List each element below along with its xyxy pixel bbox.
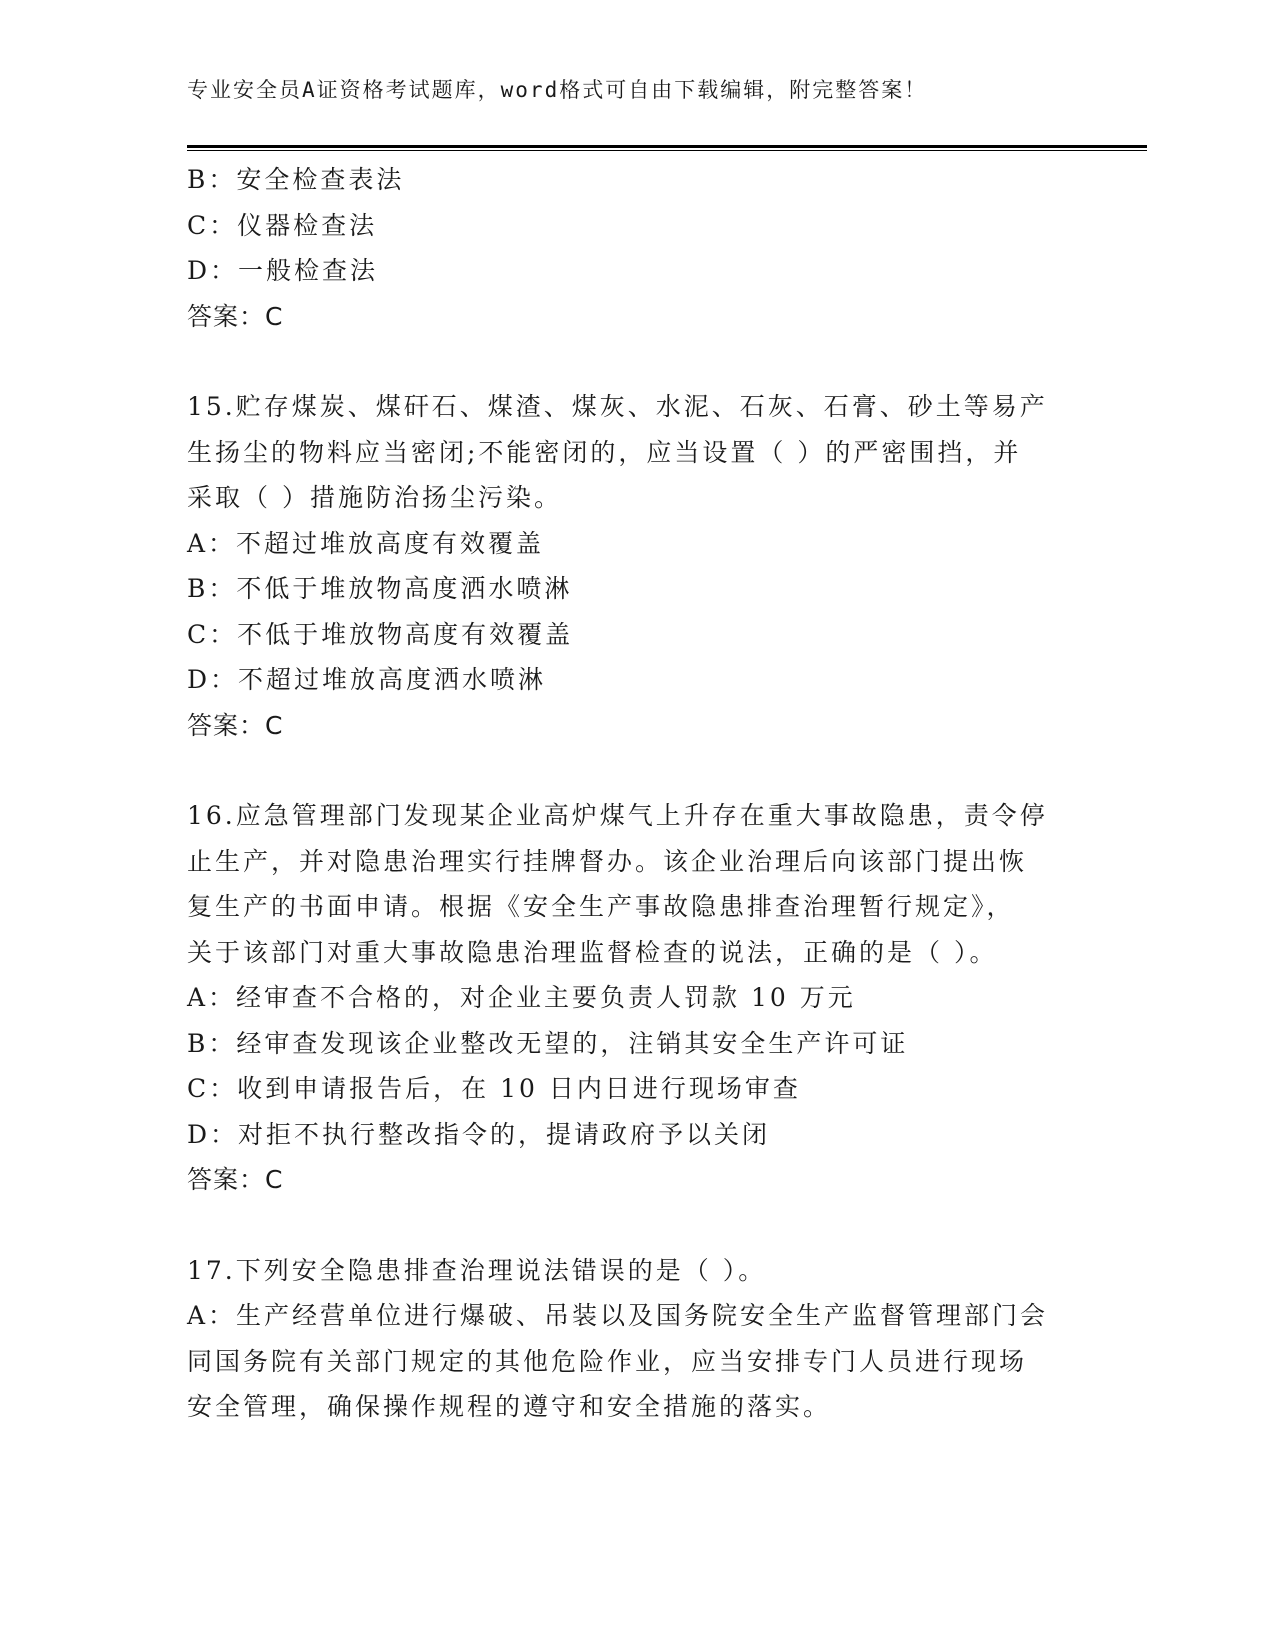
answer-option: C：不低于堆放物高度有效覆盖	[187, 619, 574, 649]
question-stem-line: 16.应急管理部门发现某企业高炉煤气上升存在重大事故隐患，责令停	[187, 801, 1048, 830]
question-stem-line: 15.贮存煤炭、煤矸石、煤渣、煤灰、水泥、石灰、石膏、砂土等易产	[187, 392, 1048, 421]
answer-option: A：经审查不合格的，对企业主要负责人罚款 10 万元	[187, 983, 856, 1012]
question-stem-line: 止生产，并对隐患治理实行挂牌督办。该企业治理后向该部门提出恢	[187, 846, 1028, 876]
answer-option: B：不低于堆放物高度洒水喷淋	[187, 574, 573, 603]
answer-option: A：生产经营单位进行爆破、吊装以及国务院安全生产监督管理部门会	[187, 1301, 1049, 1330]
answer-option: C：收到申请报告后，在 10 日内日进行现场审查	[187, 1074, 801, 1103]
header-rule-thin	[187, 150, 1147, 151]
question-block-q15	[187, 384, 1087, 748]
question-block-q16	[187, 793, 1087, 1203]
answer-key: 答案：C	[187, 710, 284, 740]
answer-option: A：不超过堆放高度有效覆盖	[187, 528, 545, 558]
question-stem-line: 关于该部门对重大事故隐患治理监督检查的说法，正确的是（ ）。	[187, 937, 998, 967]
question-stem-line: 生扬尘的物料应当密闭;不能密闭的，应当设置（ ）的严密围挡，并	[187, 437, 1022, 467]
answer-option: 同国务院有关部门规定的其他危险作业，应当安排专门人员进行现场	[187, 1346, 1028, 1376]
question-stem-line: 复生产的书面申请。根据《安全生产事故隐患排查治理暂行规定》，	[187, 892, 1015, 921]
answer-key: 答案：C	[187, 1165, 284, 1194]
header-rule-thick	[187, 145, 1147, 148]
question-content	[187, 157, 1087, 1430]
answer-option: B：安全检查表法	[187, 165, 405, 194]
answer-option: B：经审查发现该企业整改无望的，注销其安全生产许可证	[187, 1028, 909, 1058]
question-block-q17	[187, 1248, 1087, 1430]
page-header: 专业安全员A证资格考试题库，word格式可自由下载编辑，附完整答案！	[187, 78, 928, 102]
block-spacer	[187, 1203, 1087, 1248]
answer-option: C：仪器检查法	[187, 210, 378, 240]
question-stem-line: 17.下列安全隐患排查治理说法错误的是（ ）。	[187, 1255, 767, 1285]
answer-option: 安全管理，确保操作规程的遵守和安全措施的落实。	[187, 1392, 832, 1421]
answer-option: D：不超过堆放高度洒水喷淋	[187, 665, 547, 694]
question-block-q14-tail	[187, 157, 1087, 339]
block-spacer	[187, 339, 1087, 384]
answer-option: D：对拒不执行整改指令的，提请政府予以关闭	[187, 1119, 771, 1149]
block-spacer	[187, 748, 1087, 793]
question-stem-line: 采取（ ）措施防治扬尘污染。	[187, 483, 562, 512]
answer-option: D：一般检查法	[187, 256, 379, 285]
answer-key: 答案：C	[187, 301, 284, 331]
